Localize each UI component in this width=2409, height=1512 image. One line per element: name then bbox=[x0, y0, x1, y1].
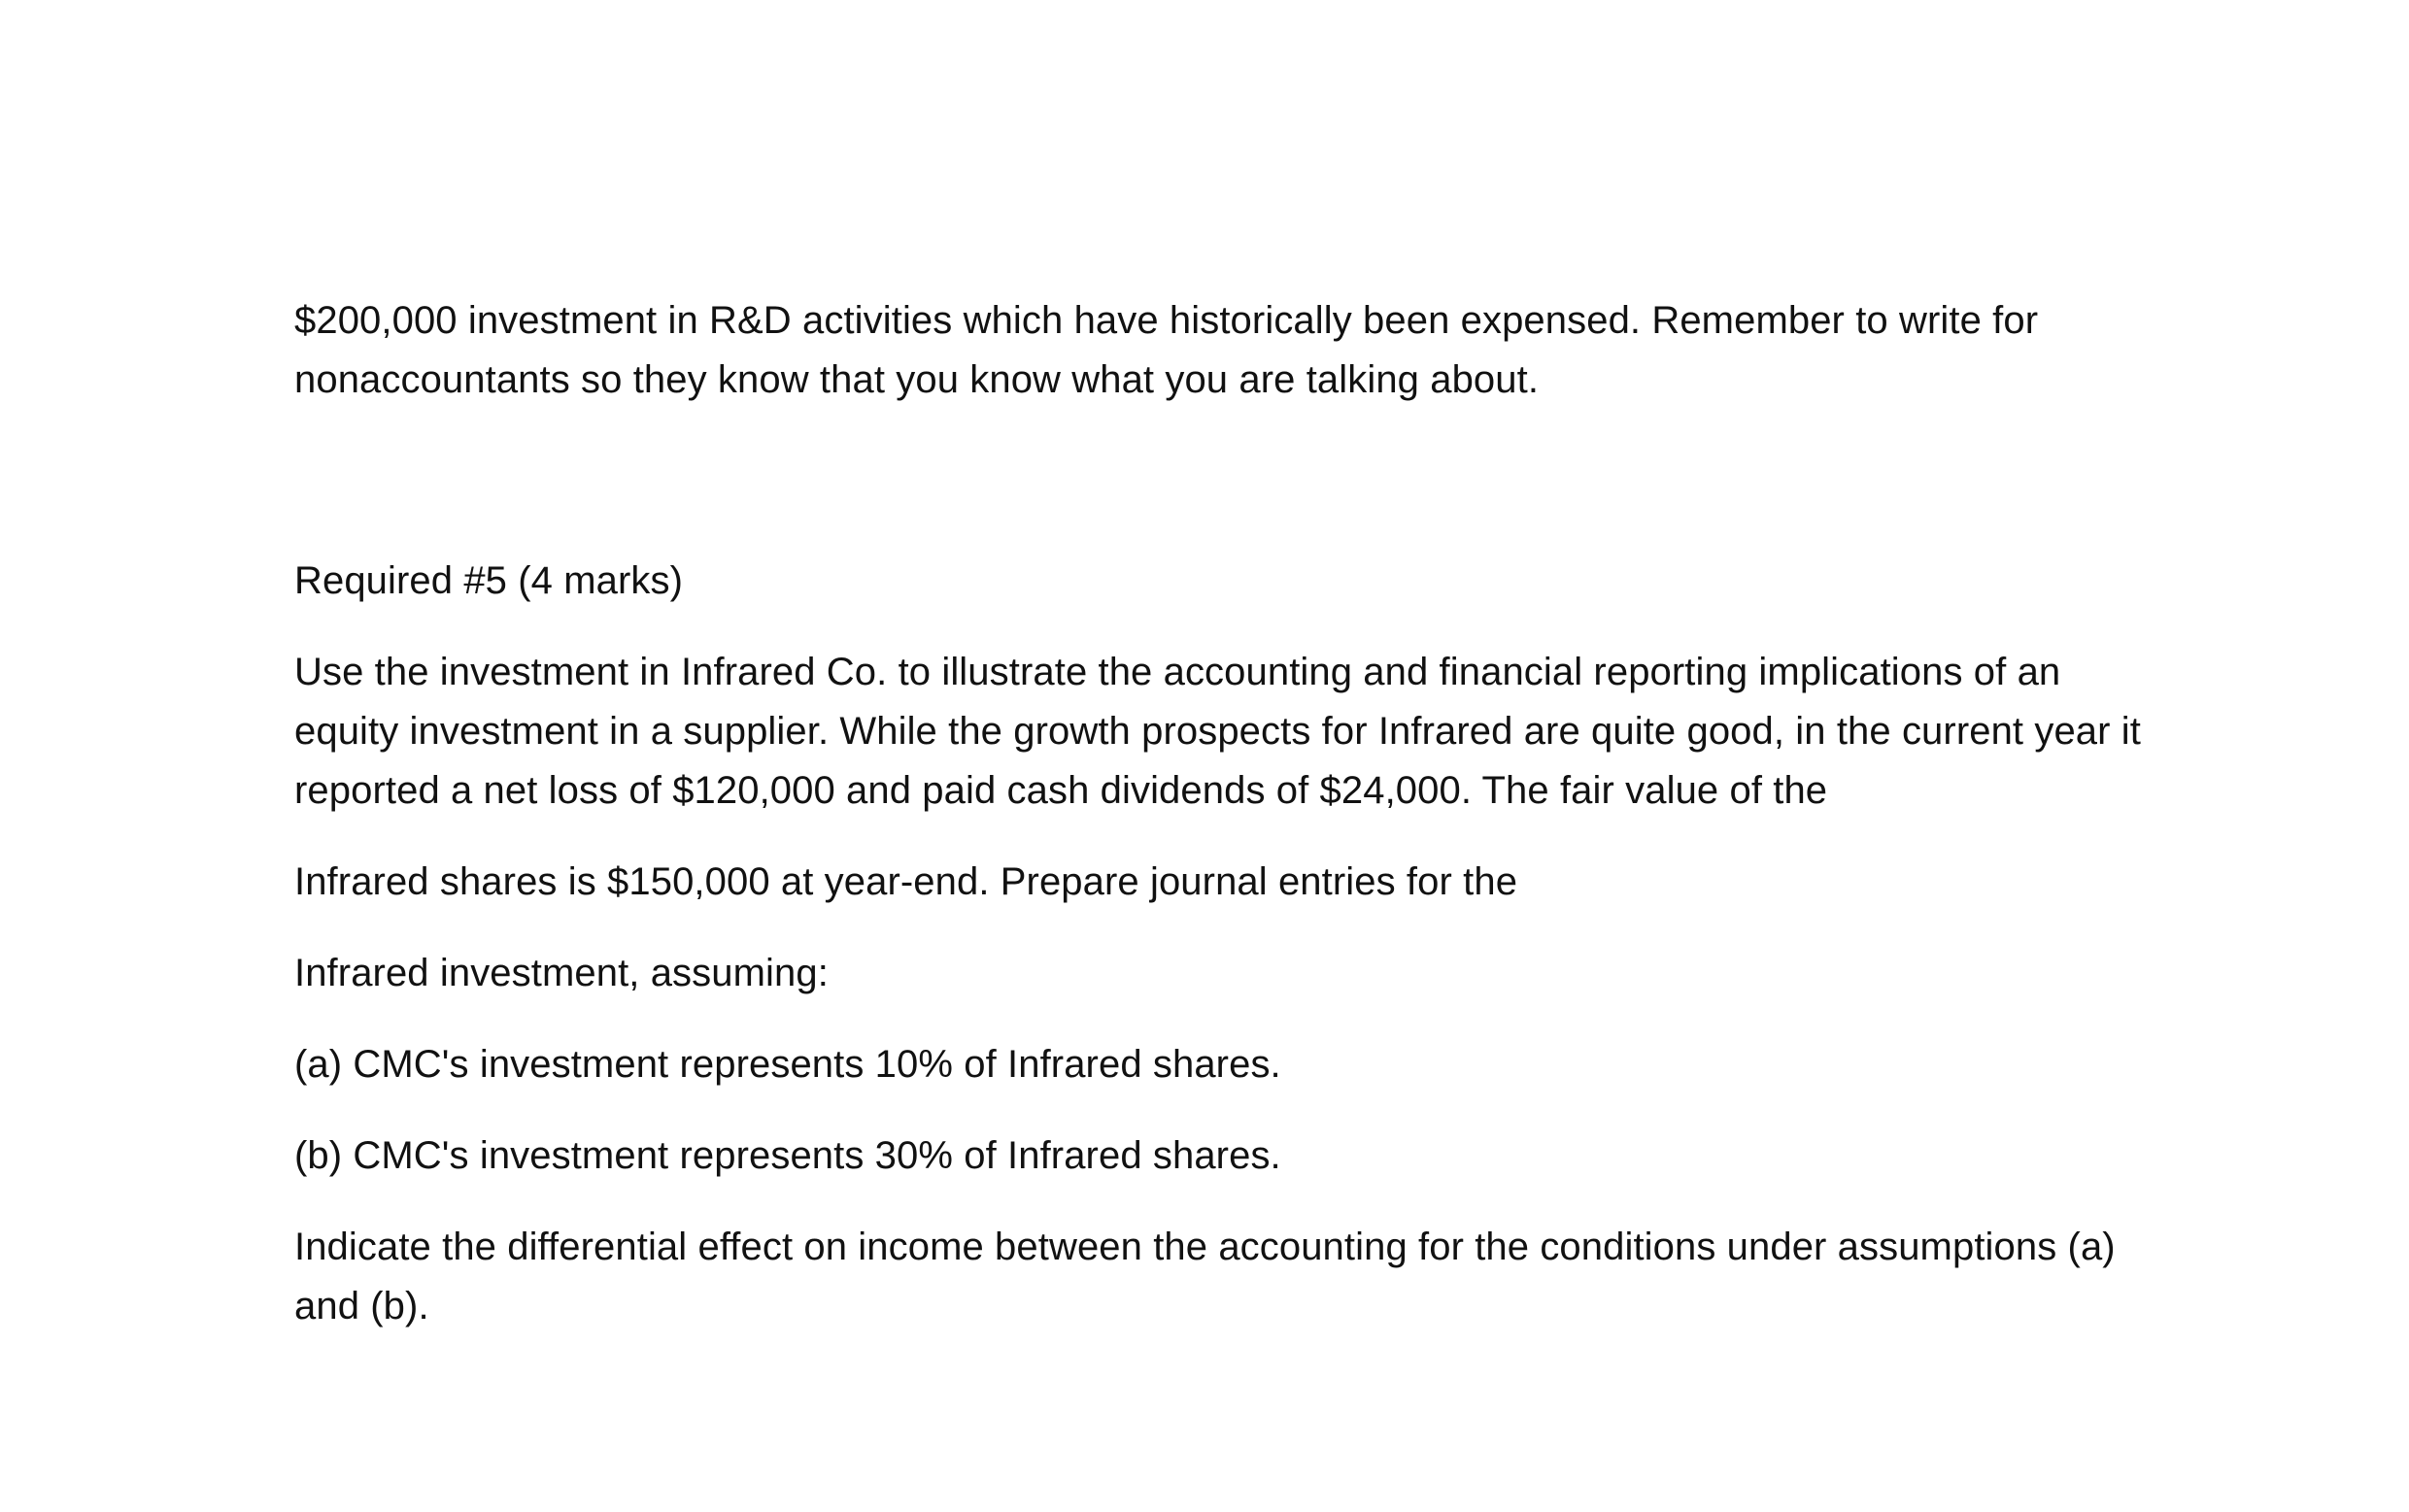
paragraph-infrared-investment: Use the investment in Infrared Co. to illustrate the accounting and financial reporting implications of an equity investment in a supplier. While the growth prospects for Infrared are quite good, in the current year it reported a net loss of $120,000 and paid cash dividends of $24,000. The fair value of the bbox=[294, 651, 2141, 812]
paragraph-assuming: Infrared investment, assuming: bbox=[294, 952, 829, 994]
paragraph-rd-investment: $200,000 investment in R&D activities which have historically been expensed. Remember to write for nonaccountants so they know that you know what you are talking about. bbox=[294, 299, 2039, 401]
paragraph-fair-value: Infrared shares is $150,000 at year-end. Prepare journal entries for the bbox=[294, 860, 1518, 903]
assumption-a: (a) CMC's investment represents 10% of Infrared shares. bbox=[294, 1043, 1281, 1086]
required-5-heading: Required #5 (4 marks) bbox=[294, 559, 684, 602]
paragraph-differential-effect: Indicate the differential effect on income between the accounting for the conditions under assumptions (a) and (b). bbox=[294, 1226, 2116, 1327]
assumption-b: (b) CMC's investment represents 30% of Infrared shares. bbox=[294, 1134, 1281, 1177]
document-body bbox=[294, 291, 2169, 1336]
